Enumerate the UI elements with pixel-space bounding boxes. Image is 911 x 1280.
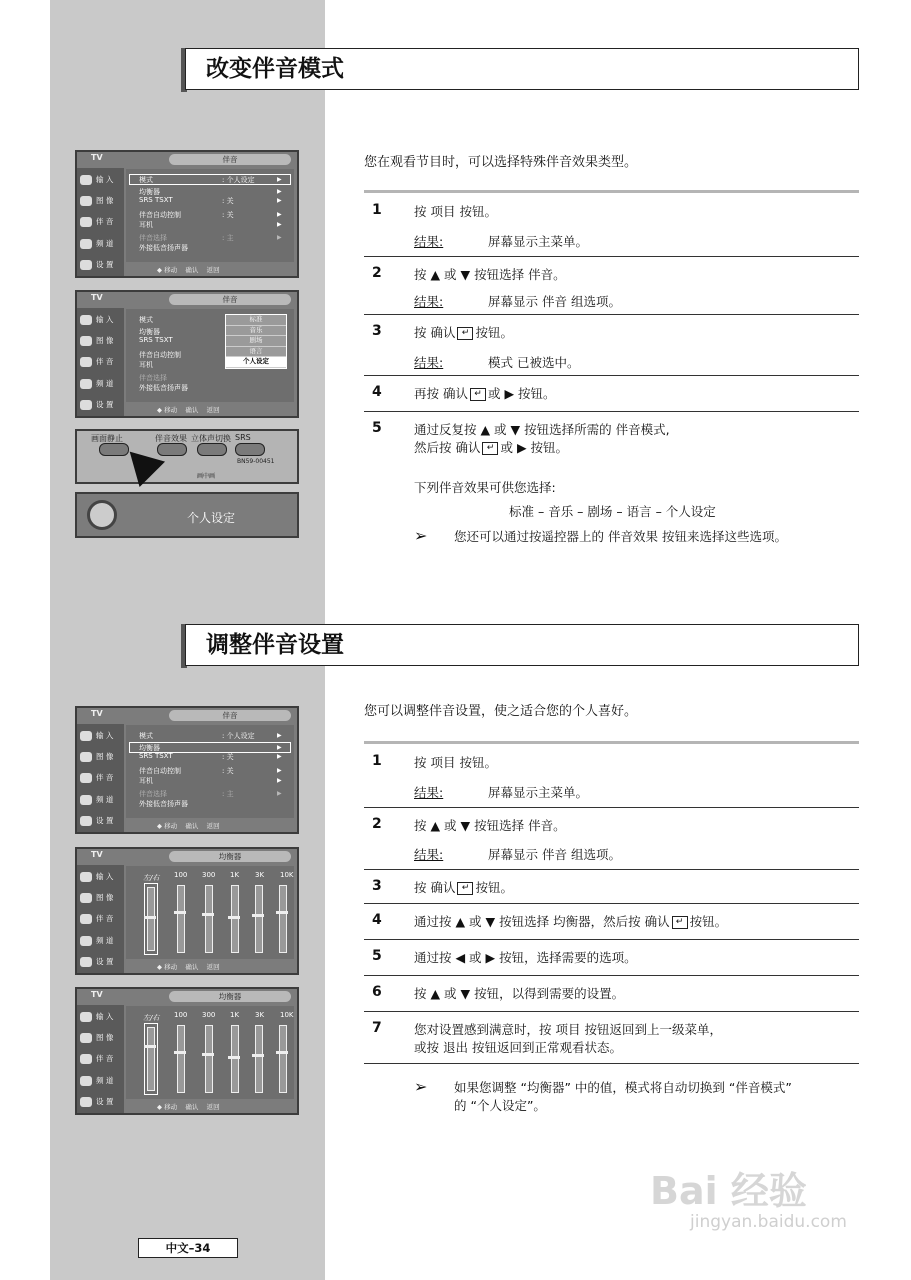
tv-sound-menu-screen	[75, 150, 299, 278]
setup-icon	[80, 957, 92, 967]
menu-item-sound-select: 伴音选择	[139, 790, 167, 798]
popup-option-custom[interactable]: 个人设定	[226, 357, 286, 368]
back-hint: 返回	[206, 406, 220, 414]
mode-popup	[225, 314, 287, 369]
sound-icon	[80, 357, 92, 367]
eq-knob	[228, 916, 240, 919]
back-hint: 返回	[206, 822, 220, 830]
side-menu	[77, 724, 124, 832]
menu-item-headphone: 耳机	[139, 777, 153, 785]
eq-knob	[228, 1056, 240, 1059]
eq-knob	[174, 911, 186, 914]
side-label: 输 入	[96, 731, 114, 740]
side-item-sound	[80, 216, 113, 227]
section-title-change-sound-mode: 改变伴音模式	[185, 48, 859, 90]
side-label: 频 道	[96, 936, 114, 945]
side-item-sound	[80, 1053, 113, 1064]
side-label: 设 置	[96, 1097, 114, 1106]
eq-band-label: 10K	[280, 871, 294, 879]
side-item-input	[80, 174, 113, 185]
enter-icon: ↵	[457, 882, 473, 895]
menu-footer	[157, 962, 220, 971]
arrow-right-icon: ▶	[277, 211, 282, 218]
setup-icon	[80, 816, 92, 826]
eq-slider-1k[interactable]	[231, 1025, 239, 1093]
result-text: 屏幕显示 伴音 组选项。	[488, 294, 621, 309]
s1-step-3	[364, 314, 859, 375]
eq-band-label: 3K	[255, 871, 265, 879]
step-text-part: 或 ▶ 按钮。	[487, 386, 556, 401]
section1-top-rule	[364, 190, 859, 193]
input-icon	[80, 731, 92, 741]
s2-step-7	[364, 1011, 859, 1063]
tv-label: TV	[91, 709, 103, 718]
side-item-setup	[80, 956, 113, 967]
tv-label: TV	[91, 850, 103, 859]
arrow-right-icon: ▶	[277, 732, 282, 739]
move-hint: ◆ 移动	[157, 1103, 178, 1111]
side-menu	[77, 168, 124, 276]
eq-slider-balance[interactable]	[147, 1027, 155, 1091]
arrow-right-icon: ▶	[277, 176, 282, 183]
section2-bottom-rule	[364, 1063, 859, 1064]
step-text: 通过按 ◀ 或 ▶ 按钮，选择需要的选项。	[414, 950, 637, 965]
step-line: 通过反复按 ▲ 或 ▼ 按钮选择所需的 伴音模式,	[414, 422, 670, 437]
remote-label-stereo: 立体声切换	[191, 434, 231, 443]
s2-step-6	[364, 975, 859, 1011]
channel-icon	[80, 1076, 92, 1086]
menu-title: 伴音	[169, 710, 291, 721]
menu-title: 伴音	[169, 154, 291, 165]
step-number: 3	[372, 323, 382, 339]
step-text	[414, 324, 513, 342]
side-menu	[77, 1005, 124, 1113]
result-label: 结果:	[414, 294, 444, 309]
arrow-right-icon: ▶	[277, 767, 282, 774]
side-item-picture	[80, 335, 113, 346]
menu-item-srs: SRS TSXT	[139, 196, 173, 204]
picture-icon	[80, 336, 92, 346]
section2-note	[454, 1079, 792, 1115]
input-icon	[80, 1012, 92, 1022]
step-text: 按 ▲ 或 ▼ 按钮，以得到需要的设置。	[414, 986, 625, 1001]
menu-item-equalizer: 均衡器	[139, 328, 160, 336]
side-item-sound	[80, 913, 113, 924]
tv-mode-popup-screen	[75, 290, 299, 418]
s1-step-1	[364, 194, 859, 256]
side-label: 设 置	[96, 400, 114, 409]
step-number: 2	[372, 265, 382, 281]
menu-highlight	[129, 174, 291, 185]
sound-effect-button[interactable]	[157, 443, 187, 456]
side-item-picture	[80, 1032, 113, 1043]
step-text-part: 按钮。	[475, 325, 513, 340]
step-text	[414, 421, 670, 457]
back-hint: 返回	[206, 266, 220, 274]
step-text-part: 按 确认	[414, 325, 456, 340]
side-label: 设 置	[96, 816, 114, 825]
effects-list-intro: 下列伴音效果可供您选择:	[414, 480, 556, 495]
side-item-sound	[80, 772, 113, 783]
setup-icon	[80, 1097, 92, 1107]
arrow-right-icon: ▶	[277, 753, 282, 760]
eq-slider-1k[interactable]	[231, 885, 239, 953]
picture-icon	[80, 893, 92, 903]
step-text	[414, 913, 727, 931]
menu-value-avl: : 关	[222, 211, 234, 219]
result-text: 屏幕显示主菜单。	[488, 785, 589, 800]
channel-icon	[80, 795, 92, 805]
result-label: 结果:	[414, 355, 444, 370]
menu-item-subwoofer: 外接低音扬声器	[139, 800, 188, 808]
menu-item-subwoofer: 外接低音扬声器	[139, 244, 188, 252]
menu-footer	[157, 821, 220, 830]
menu-item-equalizer: 均衡器	[139, 744, 160, 752]
side-label: 频 道	[96, 379, 114, 388]
arrow-right-icon: ▶	[277, 197, 282, 204]
step-result	[414, 232, 588, 250]
back-hint: 返回	[206, 963, 220, 971]
side-label: 设 置	[96, 957, 114, 966]
eq-title: 均衡器	[169, 851, 291, 862]
eq-slider-100[interactable]	[177, 1025, 185, 1093]
back-hint: 返回	[206, 1103, 220, 1111]
step-text: 按 项目 按钮。	[414, 755, 497, 770]
step-result	[414, 783, 588, 801]
picture-icon	[80, 196, 92, 206]
menu-item-mode: 模式	[139, 732, 153, 740]
s2-step-4	[364, 903, 859, 939]
side-item-setup	[80, 399, 113, 410]
still-button[interactable]	[99, 443, 129, 456]
menu-title: 伴音	[169, 294, 291, 305]
eq-knob	[276, 911, 288, 914]
side-item-channel	[80, 1075, 113, 1086]
eq-knob	[252, 914, 264, 917]
side-item-channel	[80, 378, 113, 389]
menu-item-sound-select: 伴音选择	[139, 374, 167, 382]
eq-knob	[202, 1053, 214, 1056]
step-result	[414, 292, 621, 310]
side-item-sound	[80, 356, 113, 367]
step-text-part: 再按 确认	[414, 386, 468, 401]
channel-icon	[80, 239, 92, 249]
menu-value-avl: : 关	[222, 767, 234, 775]
result-text: 屏幕显示 伴音 组选项。	[488, 847, 621, 862]
menu-value-sound-select: : 主	[222, 234, 234, 242]
section2-top-rule	[364, 741, 859, 744]
setup-icon	[80, 260, 92, 270]
menu-value-srs: : 关	[222, 197, 234, 205]
channel-icon	[80, 379, 92, 389]
speaker-icon	[87, 500, 117, 530]
personal-setting-label: 个人设定	[187, 511, 236, 525]
eq-slider-3k[interactable]	[255, 885, 263, 953]
step-number: 5	[372, 948, 382, 964]
step-text: 按 ▲ 或 ▼ 按钮选择 伴音。	[414, 267, 566, 282]
menu-value-srs: : 关	[222, 753, 234, 761]
channel-icon	[80, 936, 92, 946]
eq-slider-balance[interactable]	[147, 887, 155, 951]
step-number: 1	[372, 753, 382, 769]
move-hint: ◆ 移动	[157, 822, 178, 830]
note-line: 如果您调整 “均衡器” 中的值，模式将自动切换到 “伴音模式”	[454, 1080, 792, 1095]
menu-item-avl: 伴音自动控制	[139, 211, 181, 219]
setup-icon	[80, 400, 92, 410]
eq-slider-300[interactable]	[205, 885, 213, 953]
side-label: 图 像	[96, 336, 114, 345]
s2-step-1	[364, 745, 859, 807]
remote-control-illustration	[75, 429, 299, 484]
side-label: 伴 音	[96, 217, 114, 226]
remote-model: BN59-00451	[237, 458, 275, 465]
eq-slider-3k[interactable]	[255, 1025, 263, 1093]
side-label: 图 像	[96, 893, 114, 902]
tv-equalizer-screen-2	[75, 987, 299, 1115]
section-title-adjust-sound: 调整伴音设置	[185, 624, 859, 666]
side-item-input	[80, 730, 113, 741]
section1-intro: 您在观看节目时，可以选择特殊伴音效果类型。	[364, 155, 638, 170]
eq-band-label: 1K	[230, 1011, 240, 1019]
note-line: 的 “个人设定”。	[454, 1098, 546, 1113]
popup-option-music[interactable]: 音乐	[226, 326, 286, 337]
menu-item-srs: SRS TSXT	[139, 336, 173, 344]
side-item-channel	[80, 935, 113, 946]
step-text	[414, 385, 556, 403]
side-menu	[77, 865, 124, 973]
step-result	[414, 845, 621, 863]
menu-item-subwoofer: 外接低音扬声器	[139, 384, 188, 392]
input-icon	[80, 315, 92, 325]
side-label: 频 道	[96, 1076, 114, 1085]
step-result	[414, 353, 579, 371]
eq-knob	[202, 913, 214, 916]
step-text-part: 然后按 确认	[414, 440, 481, 455]
result-label: 结果:	[414, 785, 444, 800]
eq-band-label: 300	[202, 871, 216, 879]
move-hint: ◆ 移动	[157, 266, 178, 274]
result-label: 结果:	[414, 847, 444, 862]
arrow-right-icon: ▶	[277, 790, 282, 797]
baidu-watermark-url: jingyan.baidu.com	[690, 1212, 847, 1232]
step-text-part: 或 ▶ 按钮。	[500, 440, 569, 455]
s1-step-2	[364, 256, 859, 314]
arrow-right-icon: ▶	[277, 744, 282, 751]
input-icon	[80, 872, 92, 882]
page-number: 中文–34	[138, 1238, 238, 1258]
popup-option-standard[interactable]: 标准	[226, 315, 286, 326]
move-hint: ◆ 移动	[157, 406, 178, 414]
side-item-channel	[80, 238, 113, 249]
step-text	[414, 879, 513, 897]
arrow-right-icon: ▶	[277, 234, 282, 241]
side-label: 图 像	[96, 1033, 114, 1042]
side-label: 伴 音	[96, 773, 114, 782]
baidu-watermark: Bai 经验	[650, 1169, 807, 1213]
tv-sound-menu-eq-screen	[75, 706, 299, 834]
s1-step-4	[364, 375, 859, 411]
step-number: 3	[372, 878, 382, 894]
stereo-button[interactable]	[197, 443, 227, 456]
enter-icon: ↵	[482, 442, 498, 455]
remote-label-srs: SRS	[235, 433, 251, 442]
side-label: 设 置	[96, 260, 114, 269]
step-text-part: 按 确认	[414, 880, 456, 895]
enter-hint: 确认	[185, 1103, 199, 1111]
arrow-right-icon: ▶	[277, 221, 282, 228]
step-number: 6	[372, 984, 382, 1000]
eq-band-label: 左/右	[143, 1014, 160, 1022]
section1-note: 您还可以通过按遥控器上的 伴音效果 按钮来选择这些选项。	[454, 529, 787, 544]
side-item-channel	[80, 794, 113, 805]
eq-band-label: 100	[174, 871, 188, 879]
eq-knob	[144, 916, 156, 919]
step-number: 7	[372, 1020, 382, 1036]
side-item-setup	[80, 1096, 113, 1107]
side-menu	[77, 308, 124, 416]
step-line: 或按 退出 按钮返回到正常观看状态。	[414, 1040, 622, 1055]
arrow-right-icon: ▶	[277, 777, 282, 784]
picture-icon	[80, 752, 92, 762]
personal-setting-display	[75, 492, 299, 538]
tv-label: TV	[91, 153, 103, 162]
step-text-part: 按钮。	[689, 914, 728, 929]
eq-slider-10k[interactable]	[279, 1025, 287, 1093]
step-text: 按 ▲ 或 ▼ 按钮选择 伴音。	[414, 818, 566, 833]
enter-icon: ↵	[672, 916, 688, 929]
side-label: 输 入	[96, 872, 114, 881]
side-label: 伴 音	[96, 1054, 114, 1063]
input-icon	[80, 175, 92, 185]
enter-hint: 确认	[185, 406, 199, 414]
sound-icon	[80, 914, 92, 924]
side-item-picture	[80, 195, 113, 206]
side-label: 图 像	[96, 196, 114, 205]
s2-step-5	[364, 939, 859, 975]
eq-slider-300[interactable]	[205, 1025, 213, 1093]
sound-icon	[80, 773, 92, 783]
side-item-input	[80, 314, 113, 325]
popup-option-theater[interactable]: 剧场	[226, 336, 286, 347]
menu-item-mode: 模式	[139, 316, 153, 324]
step-number: 1	[372, 202, 382, 218]
side-item-picture	[80, 751, 113, 762]
side-item-input	[80, 1011, 113, 1022]
side-label: 输 入	[96, 1012, 114, 1021]
menu-item-avl: 伴音自动控制	[139, 351, 181, 359]
side-item-setup	[80, 259, 113, 270]
effects-list: 标准 – 音乐 – 剧场 – 语言 – 个人设定	[509, 504, 716, 519]
menu-footer	[157, 265, 220, 274]
enter-hint: 确认	[185, 266, 199, 274]
section2-intro: 您可以调整伴音设置，使之适合您的个人喜好。	[364, 704, 638, 719]
eq-band-label: 100	[174, 1011, 188, 1019]
side-label: 伴 音	[96, 914, 114, 923]
step-text	[414, 1021, 722, 1057]
side-item-input	[80, 871, 113, 882]
enter-hint: 确认	[185, 963, 199, 971]
sound-icon	[80, 1054, 92, 1064]
s2-step-2	[364, 807, 859, 869]
step-number: 2	[372, 816, 382, 832]
eq-knob	[276, 1051, 288, 1054]
menu-footer	[157, 405, 220, 414]
enter-icon: ↵	[470, 388, 486, 401]
eq-band-label: 1K	[230, 871, 240, 879]
eq-knob	[174, 1051, 186, 1054]
eq-knob	[252, 1054, 264, 1057]
remote-label-sound-effect: 伴音效果	[155, 434, 187, 443]
srs-button[interactable]	[235, 443, 265, 456]
side-label: 输 入	[96, 175, 114, 184]
menu-item-mode: 模式	[139, 176, 153, 184]
menu-item-srs: SRS TSXT	[139, 752, 173, 760]
eq-band-label: 10K	[280, 1011, 294, 1019]
menu-item-sound-select: 伴音选择	[139, 234, 167, 242]
eq-band-label: 300	[202, 1011, 216, 1019]
eq-band-label: 3K	[255, 1011, 265, 1019]
tv-label: TV	[91, 293, 103, 302]
tv-label: TV	[91, 990, 103, 999]
eq-slider-10k[interactable]	[279, 885, 287, 953]
menu-item-avl: 伴音自动控制	[139, 767, 181, 775]
step-text: 按 项目 按钮。	[414, 204, 497, 219]
enter-icon: ↵	[457, 327, 473, 340]
picture-icon	[80, 1033, 92, 1043]
step-number: 4	[372, 912, 382, 928]
step-number: 4	[372, 384, 382, 400]
step-text-part: 按钮。	[475, 880, 513, 895]
note-arrow-icon: ➢	[414, 1077, 428, 1096]
result-text: 模式 已被选中。	[488, 355, 580, 370]
eq-title: 均衡器	[169, 991, 291, 1002]
step-number: 5	[372, 420, 382, 436]
side-label: 伴 音	[96, 357, 114, 366]
move-hint: ◆ 移动	[157, 963, 178, 971]
side-item-setup	[80, 815, 113, 826]
side-label: 频 道	[96, 795, 114, 804]
menu-value-mode: : 个人设定	[222, 732, 255, 740]
menu-footer	[157, 1102, 220, 1111]
menu-item-headphone: 耳机	[139, 361, 153, 369]
note-arrow-icon: ➢	[414, 526, 428, 545]
step-line: 您对设置感到满意时，按 项目 按钮返回到上一级菜单，	[414, 1022, 722, 1037]
side-label: 图 像	[96, 752, 114, 761]
menu-item-headphone: 耳机	[139, 221, 153, 229]
tv-equalizer-screen-1	[75, 847, 299, 975]
arrow-right-icon: ▶	[277, 188, 282, 195]
step-text-part: 通过按 ▲ 或 ▼ 按钮选择 均衡器，然后按 确认	[414, 914, 670, 929]
side-item-picture	[80, 892, 113, 903]
enter-hint: 确认	[185, 822, 199, 830]
menu-value-sound-select: : 主	[222, 790, 234, 798]
side-label: 输 入	[96, 315, 114, 324]
eq-band-label: 左/右	[143, 874, 160, 882]
remote-label-pip: 画中画	[197, 473, 216, 480]
menu-value-mode: : 个人设定	[222, 176, 255, 184]
sound-icon	[80, 217, 92, 227]
side-label: 频 道	[96, 239, 114, 248]
s2-step-3	[364, 869, 859, 903]
result-text: 屏幕显示主菜单。	[488, 234, 589, 249]
menu-item-equalizer: 均衡器	[139, 188, 160, 196]
eq-knob	[144, 1045, 156, 1048]
remote-label-still: 画面静止	[91, 434, 123, 443]
result-label: 结果:	[414, 234, 444, 249]
eq-slider-100[interactable]	[177, 885, 185, 953]
popup-option-speech[interactable]: 语言	[226, 347, 286, 358]
